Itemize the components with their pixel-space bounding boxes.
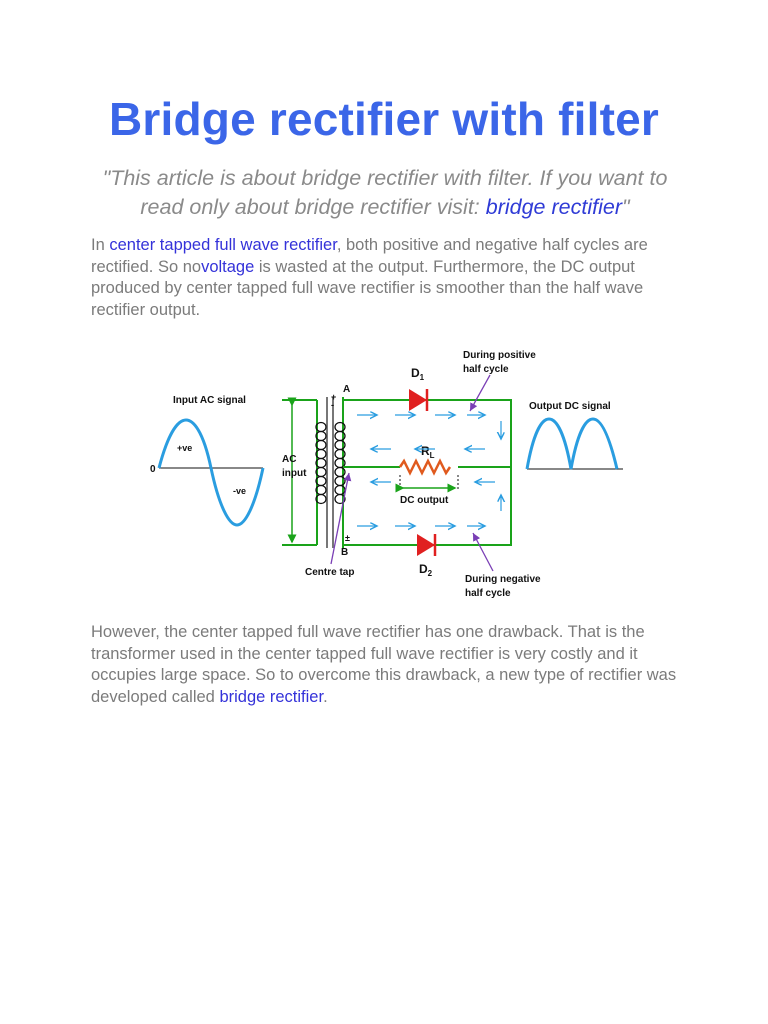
positive-cycle-label-1: During positive — [463, 350, 536, 361]
plusminus-sign: ± — [345, 533, 350, 543]
minus-sign: - — [331, 400, 334, 410]
para2-text-2: . — [323, 687, 328, 706]
negative-cycle-label-2: half cycle — [465, 588, 511, 599]
paragraph-center-tapped — [91, 235, 691, 321]
negative-label: -ve — [233, 486, 247, 496]
positive-cycle-pointer — [470, 375, 490, 411]
plus-sign: + — [331, 392, 337, 402]
transformer — [316, 397, 345, 548]
page-title: Bridge rectifier with filter — [108, 93, 660, 145]
positive-label: +ve — [177, 443, 193, 453]
centre-tap-label: Centre tap — [305, 567, 355, 578]
diode-d2 — [417, 534, 435, 556]
node-b-label: B — [341, 547, 349, 558]
input-ac-label: Input AC signal — [173, 395, 246, 406]
node-a-label: A — [343, 384, 351, 395]
diode-d1 — [409, 389, 427, 411]
intro-quote — [80, 164, 690, 222]
para1-text-2: , both positive and negative half cycles are rectified. So no — [91, 236, 648, 276]
para2-text-1: However, the center tapped full wave rectifier has one drawback. That is the transformer used in the center tapped full wave rectifier is very costly and it occupies large space. So to overcome this drawback, a new type of rectifier was developed called — [91, 623, 677, 706]
dc-output-label: DC output — [400, 495, 449, 506]
negative-cycle-label-1: During negative — [465, 574, 541, 585]
rectifier-circuit-diagram — [145, 345, 625, 605]
diode-d2-label: $D_2$ — [419, 562, 433, 578]
para1-text-1: In — [91, 236, 110, 254]
input-label: input — [282, 468, 307, 479]
zero-label: 0 — [150, 464, 156, 475]
output-rectified-wave — [527, 419, 617, 469]
diode-d1-label: $D_1$ — [411, 366, 425, 382]
input-sine-wave — [159, 420, 263, 525]
load-label: $R_L$ — [421, 444, 435, 460]
para1-text-3: is wasted at the output. Furthermore, the DC output produced by center tapped full wave rectifier is smoother than the half wave rectifier output. — [91, 257, 644, 319]
center-tapped-rectifier-link[interactable]: center tapped full wave rectifier — [109, 236, 337, 254]
bridge-rectifier-link[interactable]: bridge rectifier — [485, 195, 622, 219]
intro-quote-end: " — [621, 195, 630, 219]
negative-cycle-pointer — [473, 533, 493, 571]
bridge-rectifier-link-2[interactable]: bridge rectifier — [219, 687, 324, 706]
paragraph-drawback — [91, 622, 691, 708]
output-dc-label: Output DC signal — [529, 401, 611, 412]
ac-label: AC — [282, 454, 297, 465]
intro-quote-text: "This article is about bridge rectifier with filter. If you want to read only about bridge rectifier visit: — [102, 166, 668, 219]
voltage-link[interactable]: voltage — [201, 257, 255, 276]
positive-cycle-label-2: half cycle — [463, 364, 509, 375]
